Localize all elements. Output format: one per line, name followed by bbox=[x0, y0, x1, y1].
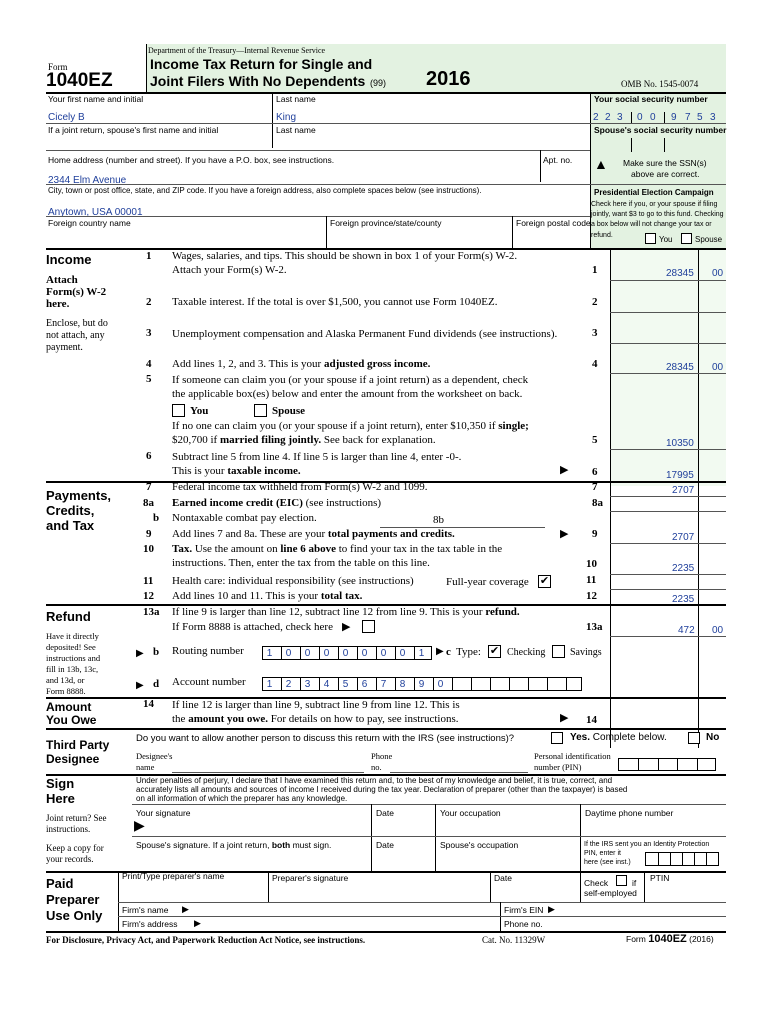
irs-department: Department of the Treasury—Internal Revenue Service bbox=[148, 46, 326, 55]
line8b-num: b bbox=[153, 512, 160, 524]
firm-ein-arrow-icon: ▶ bbox=[548, 904, 555, 914]
first-name-value[interactable]: Cicely B bbox=[48, 112, 85, 123]
preparer-name-label: Print/Type preparer's name bbox=[122, 871, 225, 881]
third-party-question: Do you want to allow another person to discuss this return with the IRS (see instructions)? bbox=[136, 733, 515, 744]
amount-col-left bbox=[610, 248, 611, 748]
refund-side-1: Have it directly bbox=[46, 631, 99, 641]
payments-heading-2: Credits, bbox=[46, 503, 95, 518]
form-number: 1040EZ bbox=[46, 70, 113, 91]
line13c-arrow-icon: ▶ bbox=[436, 646, 444, 657]
line9-arrow-icon: ▶ bbox=[560, 528, 569, 540]
line6-amount[interactable]: 17995 bbox=[666, 470, 694, 481]
line2-box: 2 bbox=[592, 296, 598, 308]
preparer-heading-2: Preparer bbox=[46, 892, 100, 907]
refund-side-4: fill in 13b, 13c, bbox=[46, 664, 99, 674]
election-text-4: refund. bbox=[591, 232, 613, 239]
line13c-letter: c bbox=[446, 646, 451, 658]
line13b-arrow-icon: ▶ bbox=[136, 648, 144, 659]
line7-amount[interactable]: 2707 bbox=[672, 485, 695, 496]
self-employed-label: self-employed bbox=[584, 888, 637, 898]
line2-text: Taxable interest. If the total is over $1,500, you cannot use Form 1040EZ. bbox=[172, 296, 498, 308]
ptin-label: PTIN bbox=[650, 873, 670, 883]
line10-text1: Tax. Use the amount on line 6 above to find your tax in the tax table in the bbox=[172, 543, 503, 555]
rule-name1 bbox=[46, 123, 726, 124]
sign-side-3: Keep a copy for bbox=[46, 843, 104, 853]
third-party-heading-1: Third Party bbox=[46, 738, 110, 752]
refund-side-6: Form 8888. bbox=[46, 686, 86, 696]
payments-heading-3: and Tax bbox=[46, 518, 95, 533]
line1-amount[interactable]: 28345 bbox=[666, 268, 694, 279]
first-name-label: Your first name and initial bbox=[48, 94, 144, 104]
ssn-note-2: above are correct. bbox=[631, 169, 700, 179]
line4-text: Add lines 1, 2, and 3. This is your adjusted gross income. bbox=[172, 358, 431, 370]
line11-full-year-label: Full-year coverage bbox=[446, 576, 529, 588]
city-label: City, town or post office, state, and ZIP code. If you have a foreign address, also complete spaces below (see instructions). bbox=[48, 186, 482, 195]
line10-box: 10 bbox=[586, 558, 597, 570]
line6-text2: This is your taxable income. bbox=[172, 465, 301, 477]
refund-heading: Refund bbox=[46, 609, 91, 624]
up-arrow-icon: ▲ bbox=[594, 158, 608, 173]
designee-name-label-1: Designee's bbox=[136, 751, 173, 761]
line11-num: 11 bbox=[143, 575, 154, 587]
third-party-heading-2: Designee bbox=[46, 752, 100, 766]
line8a-box: 8a bbox=[592, 497, 603, 509]
line1-box: 1 bbox=[592, 264, 598, 276]
city-value[interactable]: Anytown, USA 00001 bbox=[48, 207, 143, 218]
footer-cat-number: Cat. No. 11329W bbox=[482, 935, 546, 945]
payments-heading-1: Payments, bbox=[46, 488, 112, 503]
line4-box: 4 bbox=[592, 358, 598, 370]
line9-num: 9 bbox=[146, 528, 152, 540]
firm-ein-label: Firm's EIN bbox=[504, 905, 544, 915]
signature-date-label: Date bbox=[376, 808, 394, 818]
third-party-yes-checkbox[interactable] bbox=[551, 732, 563, 744]
account-number-field[interactable]: 1 2 3 4 5 6 7 8 9 0 bbox=[262, 677, 582, 691]
header-divider bbox=[146, 44, 147, 92]
address-value[interactable]: 2344 Elm Avenue bbox=[48, 175, 127, 186]
line7-text: Federal income tax withheld from Form(s) W-2 and 1099. bbox=[172, 481, 428, 493]
ip-pin-label-3: here (see inst.) bbox=[584, 859, 631, 866]
here-label: here. bbox=[46, 298, 70, 310]
country-label: Foreign country name bbox=[48, 218, 131, 228]
province-label: Foreign province/state/county bbox=[330, 218, 442, 228]
line3-text: Unemployment compensation and Alaska Permanent Fund dividends (see instructions). bbox=[172, 328, 558, 340]
postal-label: Foreign postal code bbox=[516, 218, 591, 228]
election-spouse-label: Spouse bbox=[695, 235, 723, 244]
sign-pointer-icon: ▶ bbox=[134, 819, 145, 834]
election-text-1: Check here if you, or your spouse if filing bbox=[591, 201, 718, 208]
address-label: Home address (number and street). If you have a P.O. box, see instructions. bbox=[48, 155, 335, 165]
line5-text1: If someone can claim you (or your spouse if a joint return) as a dependent, check bbox=[172, 374, 529, 386]
sign-side-1: Joint return? See bbox=[46, 813, 107, 823]
refund-side-3: instructions and bbox=[46, 653, 101, 663]
preparer-signature-label: Preparer's signature bbox=[272, 873, 349, 883]
line9-amount[interactable]: 2707 bbox=[672, 532, 695, 543]
spouse-occupation-label: Spouse's occupation bbox=[440, 840, 519, 850]
footer-notice: For Disclosure, Privacy Act, and Paperwork Reduction Act Notice, see instructions. bbox=[46, 935, 366, 945]
line6-arrow-icon: ▶ bbox=[560, 464, 569, 476]
line9-box: 9 bbox=[592, 528, 598, 540]
spouse-name-label: If a joint return, spouse's first name and initial bbox=[48, 125, 219, 135]
line14-num: 14 bbox=[143, 698, 154, 710]
self-employed-check-label: Check bbox=[584, 878, 609, 888]
line5-box: 5 bbox=[592, 434, 598, 446]
form-title-2: Joint Filers With No Dependents bbox=[150, 73, 366, 89]
enclose-2: not attach, any bbox=[46, 330, 105, 341]
designee-pin-field[interactable] bbox=[618, 758, 716, 771]
line13a-arrow-icon: ▶ bbox=[342, 621, 351, 633]
routing-number-field[interactable]: 1 0 0 0 0 0 0 0 1 bbox=[262, 646, 432, 660]
amount-owe-heading-1: Amount bbox=[46, 700, 92, 714]
spouse-last-label: Last name bbox=[276, 125, 316, 135]
line14-arrow-icon: ▶ bbox=[560, 712, 569, 724]
self-employed-checkbox[interactable] bbox=[616, 875, 627, 886]
third-party-no-checkbox[interactable] bbox=[688, 732, 700, 744]
line1-text: Wages, salaries, and tips. This should be shown in box 1 of your Form(s) W-2. bbox=[172, 250, 518, 262]
sign-side-2: instructions. bbox=[46, 824, 91, 834]
line8b-text: Nontaxable combat pay election. bbox=[172, 512, 317, 524]
line5-spouse-checkbox[interactable] bbox=[254, 404, 267, 417]
line5-text4: $20,700 if married filing jointly. See back for explanation. bbox=[172, 434, 436, 446]
line4-cents[interactable]: 00 bbox=[712, 362, 724, 373]
election-text-2: jointly, want $3 to go to this fund. Checking bbox=[591, 211, 724, 218]
omb-number: OMB No. 1545-0074 bbox=[621, 79, 699, 89]
preparer-phone-label: Phone no. bbox=[504, 919, 543, 929]
firm-address-label: Firm's address bbox=[122, 919, 178, 929]
full-year-coverage-checkbox[interactable]: ✔ bbox=[539, 575, 550, 587]
self-employed-if: if bbox=[632, 878, 637, 888]
form-w2-label: Form(s) W-2 bbox=[46, 286, 107, 298]
election-title: Presidential Election Campaign bbox=[594, 188, 714, 197]
line5-text3: If no one can claim you (or your spouse if a joint return), enter $10,350 if single; bbox=[172, 420, 529, 432]
income-heading: Income bbox=[46, 252, 92, 267]
form-word: Form bbox=[48, 62, 68, 72]
designee-phone-label-2: no. bbox=[371, 762, 382, 772]
last-name-value[interactable]: King bbox=[276, 112, 297, 123]
line1-num: 1 bbox=[146, 250, 152, 262]
line13a-text2: If Form 8888 is attached, check here bbox=[172, 621, 333, 633]
attach-label: Attach bbox=[46, 274, 78, 286]
line5-text2: the applicable box(es) below and enter the amount from the worksheet on back. bbox=[172, 388, 523, 400]
line10-text2: instructions. Then, enter the tax from the table on this line. bbox=[172, 557, 430, 569]
daytime-phone-label: Daytime phone number bbox=[585, 808, 674, 818]
form-title-1: Income Tax Return for Single and bbox=[150, 56, 373, 72]
account-type-label: Type: bbox=[456, 646, 481, 658]
line5-spouse-label: Spouse bbox=[272, 405, 306, 417]
designee-name-label-2: name bbox=[136, 762, 155, 772]
ip-pin-label-1: If the IRS sent you an Identity Protection bbox=[584, 841, 710, 848]
line12-amount[interactable]: 2235 bbox=[672, 594, 695, 605]
spouse-ssn-label: Spouse's social security number bbox=[594, 125, 727, 135]
savings-checkbox[interactable] bbox=[552, 645, 565, 658]
election-text-3: a box below will not change your tax or bbox=[591, 221, 712, 228]
third-party-no-label: No bbox=[706, 732, 720, 743]
line5-you-label: You bbox=[190, 405, 209, 417]
third-party-yes-label: Yes. Complete below. bbox=[570, 732, 667, 743]
line10-amount[interactable]: 2235 bbox=[672, 563, 695, 574]
ssn-note-1: Make sure the SSN(s) bbox=[623, 158, 707, 168]
refund-side-5: and 13d, or bbox=[46, 675, 85, 685]
savings-label: Savings bbox=[570, 647, 602, 658]
line7-num: 7 bbox=[146, 481, 152, 493]
sign-heading-2: Here bbox=[46, 791, 75, 806]
enclose-1: Enclose, but do bbox=[46, 318, 108, 329]
line13d-letter: d bbox=[153, 678, 160, 690]
spouse-signature-label: Spouse's signature. If a joint return, both must sign. bbox=[136, 840, 332, 850]
preparer-heading-3: Use Only bbox=[46, 908, 103, 923]
account-number-label: Account number bbox=[172, 676, 246, 688]
line9-text: Add lines 7 and 8a. These are your total payments and credits. bbox=[172, 528, 455, 540]
election-you-label: You bbox=[659, 235, 673, 244]
ip-pin-label-2: PIN, enter it bbox=[584, 850, 621, 857]
line13d-arrow-icon: ▶ bbox=[136, 680, 144, 691]
sign-heading-1: Sign bbox=[46, 776, 75, 791]
line8a-text: Earned income credit (EIC) (see instructions) bbox=[172, 497, 382, 509]
footer-form-id: Form 1040EZ (2016) bbox=[626, 933, 714, 945]
line6-box: 6 bbox=[592, 466, 598, 478]
last-name-label: Last name bbox=[276, 94, 316, 104]
line14-text2: the amount you owe. For details on how to pay, see instructions. bbox=[172, 713, 459, 725]
refund-amount[interactable]: 472 bbox=[678, 625, 695, 636]
refund-cents[interactable]: 00 bbox=[712, 625, 724, 636]
checking-checkbox[interactable]: ✔ bbox=[489, 645, 500, 657]
line1-text2: Attach your Form(s) W-2. bbox=[172, 264, 287, 276]
line6-num: 6 bbox=[146, 450, 152, 462]
designee-pin-label-2: number (PIN) bbox=[534, 762, 582, 772]
refund-side-2: deposited! See bbox=[46, 642, 96, 652]
ip-pin-field[interactable] bbox=[645, 852, 719, 866]
line14-text1: If line 12 is larger than line 9, subtract line 9 from line 12. This is bbox=[172, 699, 460, 711]
line5-amount[interactable]: 10350 bbox=[666, 438, 694, 449]
code-99: (99) bbox=[370, 78, 387, 88]
checking-label: Checking bbox=[507, 647, 546, 658]
line4-amount[interactable]: 28345 bbox=[666, 362, 694, 373]
name-divider bbox=[272, 92, 273, 148]
line3-num: 3 bbox=[146, 327, 152, 339]
ssn-digits[interactable]: 2 2 3 0 0 9 7 5 3 bbox=[593, 112, 716, 123]
line5-num: 5 bbox=[146, 373, 152, 385]
apt-label: Apt. no. bbox=[543, 155, 573, 165]
routing-number-label: Routing number bbox=[172, 645, 244, 657]
enclose-3: payment. bbox=[46, 342, 83, 353]
sign-side-4: your records. bbox=[46, 854, 94, 864]
your-signature-label: Your signature bbox=[136, 808, 191, 818]
line10-num: 10 bbox=[143, 543, 154, 555]
firm-address-arrow-icon: ▶ bbox=[194, 918, 201, 928]
amount-owe-heading-2: You Owe bbox=[46, 713, 97, 727]
line8b-box: 8b bbox=[433, 514, 444, 526]
ssn-label: Your social security number bbox=[594, 94, 708, 104]
preparer-heading-1: Paid bbox=[46, 876, 74, 891]
line6-text1: Subtract line 5 from line 4. If line 5 is larger than line 4, enter -0-. bbox=[172, 451, 462, 463]
election-you-checkbox[interactable] bbox=[645, 233, 656, 244]
line7-box: 7 bbox=[592, 481, 598, 493]
line13a-box: 13a bbox=[586, 621, 603, 633]
line5-you-checkbox[interactable] bbox=[172, 404, 185, 417]
amount-col-cents bbox=[698, 248, 699, 748]
line2-num: 2 bbox=[146, 296, 152, 308]
election-spouse-checkbox[interactable] bbox=[681, 233, 692, 244]
form-8888-checkbox[interactable] bbox=[362, 620, 375, 633]
line3-box: 3 bbox=[592, 327, 598, 339]
line11-box: 11 bbox=[586, 574, 597, 586]
line8a-num: 8a bbox=[143, 497, 154, 509]
declaration-line-1: Under penalties of perjury, I declare that I have examined this return and, to the best of my knowledge and belief, it is true, correct, and bbox=[136, 776, 613, 785]
spouse-date-label: Date bbox=[376, 840, 394, 850]
designee-pin-label-1: Personal identification bbox=[534, 751, 611, 761]
your-occupation-label: Your occupation bbox=[440, 808, 501, 818]
line11-text: Health care: individual responsibility (see instructions) bbox=[172, 575, 414, 587]
preparer-date-label: Date bbox=[494, 873, 512, 883]
firm-name-arrow-icon: ▶ bbox=[182, 904, 189, 914]
line13a-num: 13a bbox=[143, 606, 160, 618]
designee-phone-label-1: Phone bbox=[371, 751, 393, 761]
line14-box: 14 bbox=[586, 714, 597, 726]
line12-num: 12 bbox=[143, 590, 154, 602]
declaration-line-2: accurately lists all amounts and sources of income I received during the tax year. Declaration of preparer (other than the taxpayer) is based bbox=[136, 785, 628, 794]
line1-cents[interactable]: 00 bbox=[712, 268, 724, 279]
firm-name-label: Firm's name bbox=[122, 905, 169, 915]
line13a-text1: If line 9 is larger than line 12, subtract line 12 from line 9. This is your refund. bbox=[172, 606, 520, 618]
line4-num: 4 bbox=[146, 358, 152, 370]
line12-box: 12 bbox=[586, 590, 597, 602]
line13b-letter: b bbox=[153, 646, 160, 658]
line12-text: Add lines 10 and 11. This is your total tax. bbox=[172, 590, 363, 602]
tax-year: 2016 bbox=[426, 68, 471, 90]
declaration-line-3: on all information of which the preparer has any knowledge. bbox=[136, 794, 348, 803]
